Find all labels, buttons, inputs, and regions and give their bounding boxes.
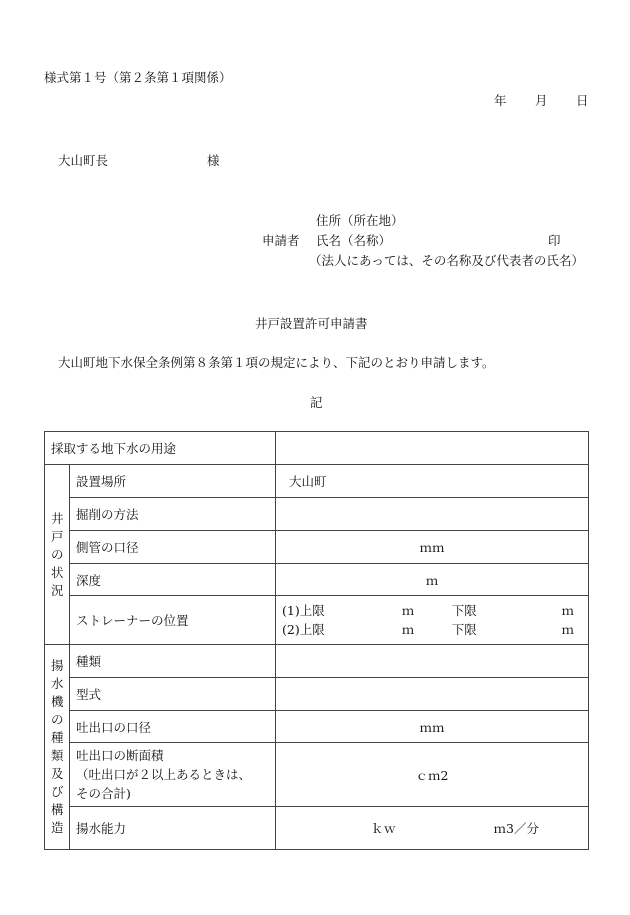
application-table <box>44 431 589 850</box>
strainer-upper-label: 上限 <box>299 622 325 637</box>
depth-label: 深度 <box>70 564 276 596</box>
well-group-char: 井 <box>51 510 64 526</box>
strainer-lower-label: 下限 <box>451 603 477 618</box>
date-year: 年 <box>494 93 507 108</box>
type-value <box>276 645 589 678</box>
drilling-value <box>276 498 589 531</box>
capacity-unit-kw: ｋｗ <box>371 821 397 836</box>
corporate-note: （法人にあっては、その名称及び代表者の氏名） <box>309 253 584 268</box>
addressee-name: 大山町長 <box>58 153 109 168</box>
usage-value <box>276 432 589 465</box>
pump-group-char: 構 <box>51 802 64 817</box>
location-label: 設置場所 <box>70 465 276 498</box>
pump-group-char: 揚 <box>51 658 64 673</box>
location-value: 大山町 <box>276 465 589 498</box>
usage-label: 採取する地下水の用途 <box>45 432 276 465</box>
strainer-lower-unit: ｍ <box>561 622 575 637</box>
date-month: 月 <box>535 93 548 108</box>
outlet-diameter-unit: ｍｍ <box>276 711 589 743</box>
well-group-char: 状 <box>51 564 64 580</box>
applicant-name-label: 氏名（名称） <box>316 233 392 248</box>
date-day: 日 <box>576 93 589 108</box>
addressee-honorific: 様 <box>207 153 220 168</box>
drilling-label: 掘削の方法 <box>70 498 276 531</box>
outlet-area-label <box>70 743 276 807</box>
strainer-upper-label: 上限 <box>299 603 325 618</box>
seal-mark: 印 <box>548 233 561 248</box>
pump-group-char: 造 <box>51 820 64 835</box>
model-value <box>276 678 589 711</box>
pump-group-char: 種 <box>51 730 64 745</box>
pump-group-char: 機 <box>51 694 64 709</box>
strainer-num: (2) <box>282 622 300 637</box>
body-text: 大山町地下水保全条例第８条第１項の規定により、下記のとおり申請します。 <box>58 355 495 370</box>
applicant-address-label: 住所（所在地） <box>316 213 404 228</box>
strainer-upper-unit: ｍ <box>401 622 415 637</box>
strainer-row-1 <box>282 601 574 620</box>
strainer-lower-label: 下限 <box>451 622 477 637</box>
casing-label: 側管の口径 <box>70 531 276 564</box>
document-title: 井戸設置許可申請書 <box>255 316 368 331</box>
well-status-group <box>45 465 70 645</box>
model-label: 型式 <box>70 678 276 711</box>
pump-group-char: 類 <box>51 748 64 763</box>
pump-group-char: の <box>51 712 64 727</box>
outlet-area-label-line: 吐出口の断面積 <box>76 748 164 763</box>
well-group-char: 況 <box>51 582 64 598</box>
well-group-char: 戸 <box>51 528 64 544</box>
strainer-positions <box>276 596 589 645</box>
capacity-unit-flow: ｍ3／分 <box>493 821 539 836</box>
strainer-upper-unit: ｍ <box>401 603 415 618</box>
pump-group <box>45 645 70 850</box>
applicant-role-label: 申請者 <box>262 233 300 248</box>
strainer-lower-unit: ｍ <box>561 603 575 618</box>
casing-unit: ｍｍ <box>276 531 589 564</box>
well-group-char: の <box>51 546 64 562</box>
capacity-value <box>276 807 589 850</box>
outlet-area-label-line: （吐出口が２以上あるときは、 <box>76 767 252 782</box>
outlet-area-label-line: その合計) <box>76 786 131 801</box>
strainer-label: ストレーナーの位置 <box>70 596 276 645</box>
outlet-diameter-label: 吐出口の口径 <box>70 711 276 743</box>
type-label: 種類 <box>70 645 276 678</box>
pump-group-char: 及 <box>51 766 64 781</box>
depth-unit: ｍ <box>276 564 589 596</box>
outlet-area-unit: ｃｍ2 <box>276 743 589 807</box>
strainer-row-2 <box>282 620 574 639</box>
pump-group-char: び <box>51 784 64 799</box>
strainer-num: (1) <box>282 603 300 618</box>
pump-group-char: 水 <box>51 676 64 691</box>
form-number: 様式第１号（第２条第１項関係） <box>44 70 232 85</box>
capacity-label: 揚水能力 <box>70 807 276 850</box>
ki-mark: 記 <box>310 395 323 410</box>
